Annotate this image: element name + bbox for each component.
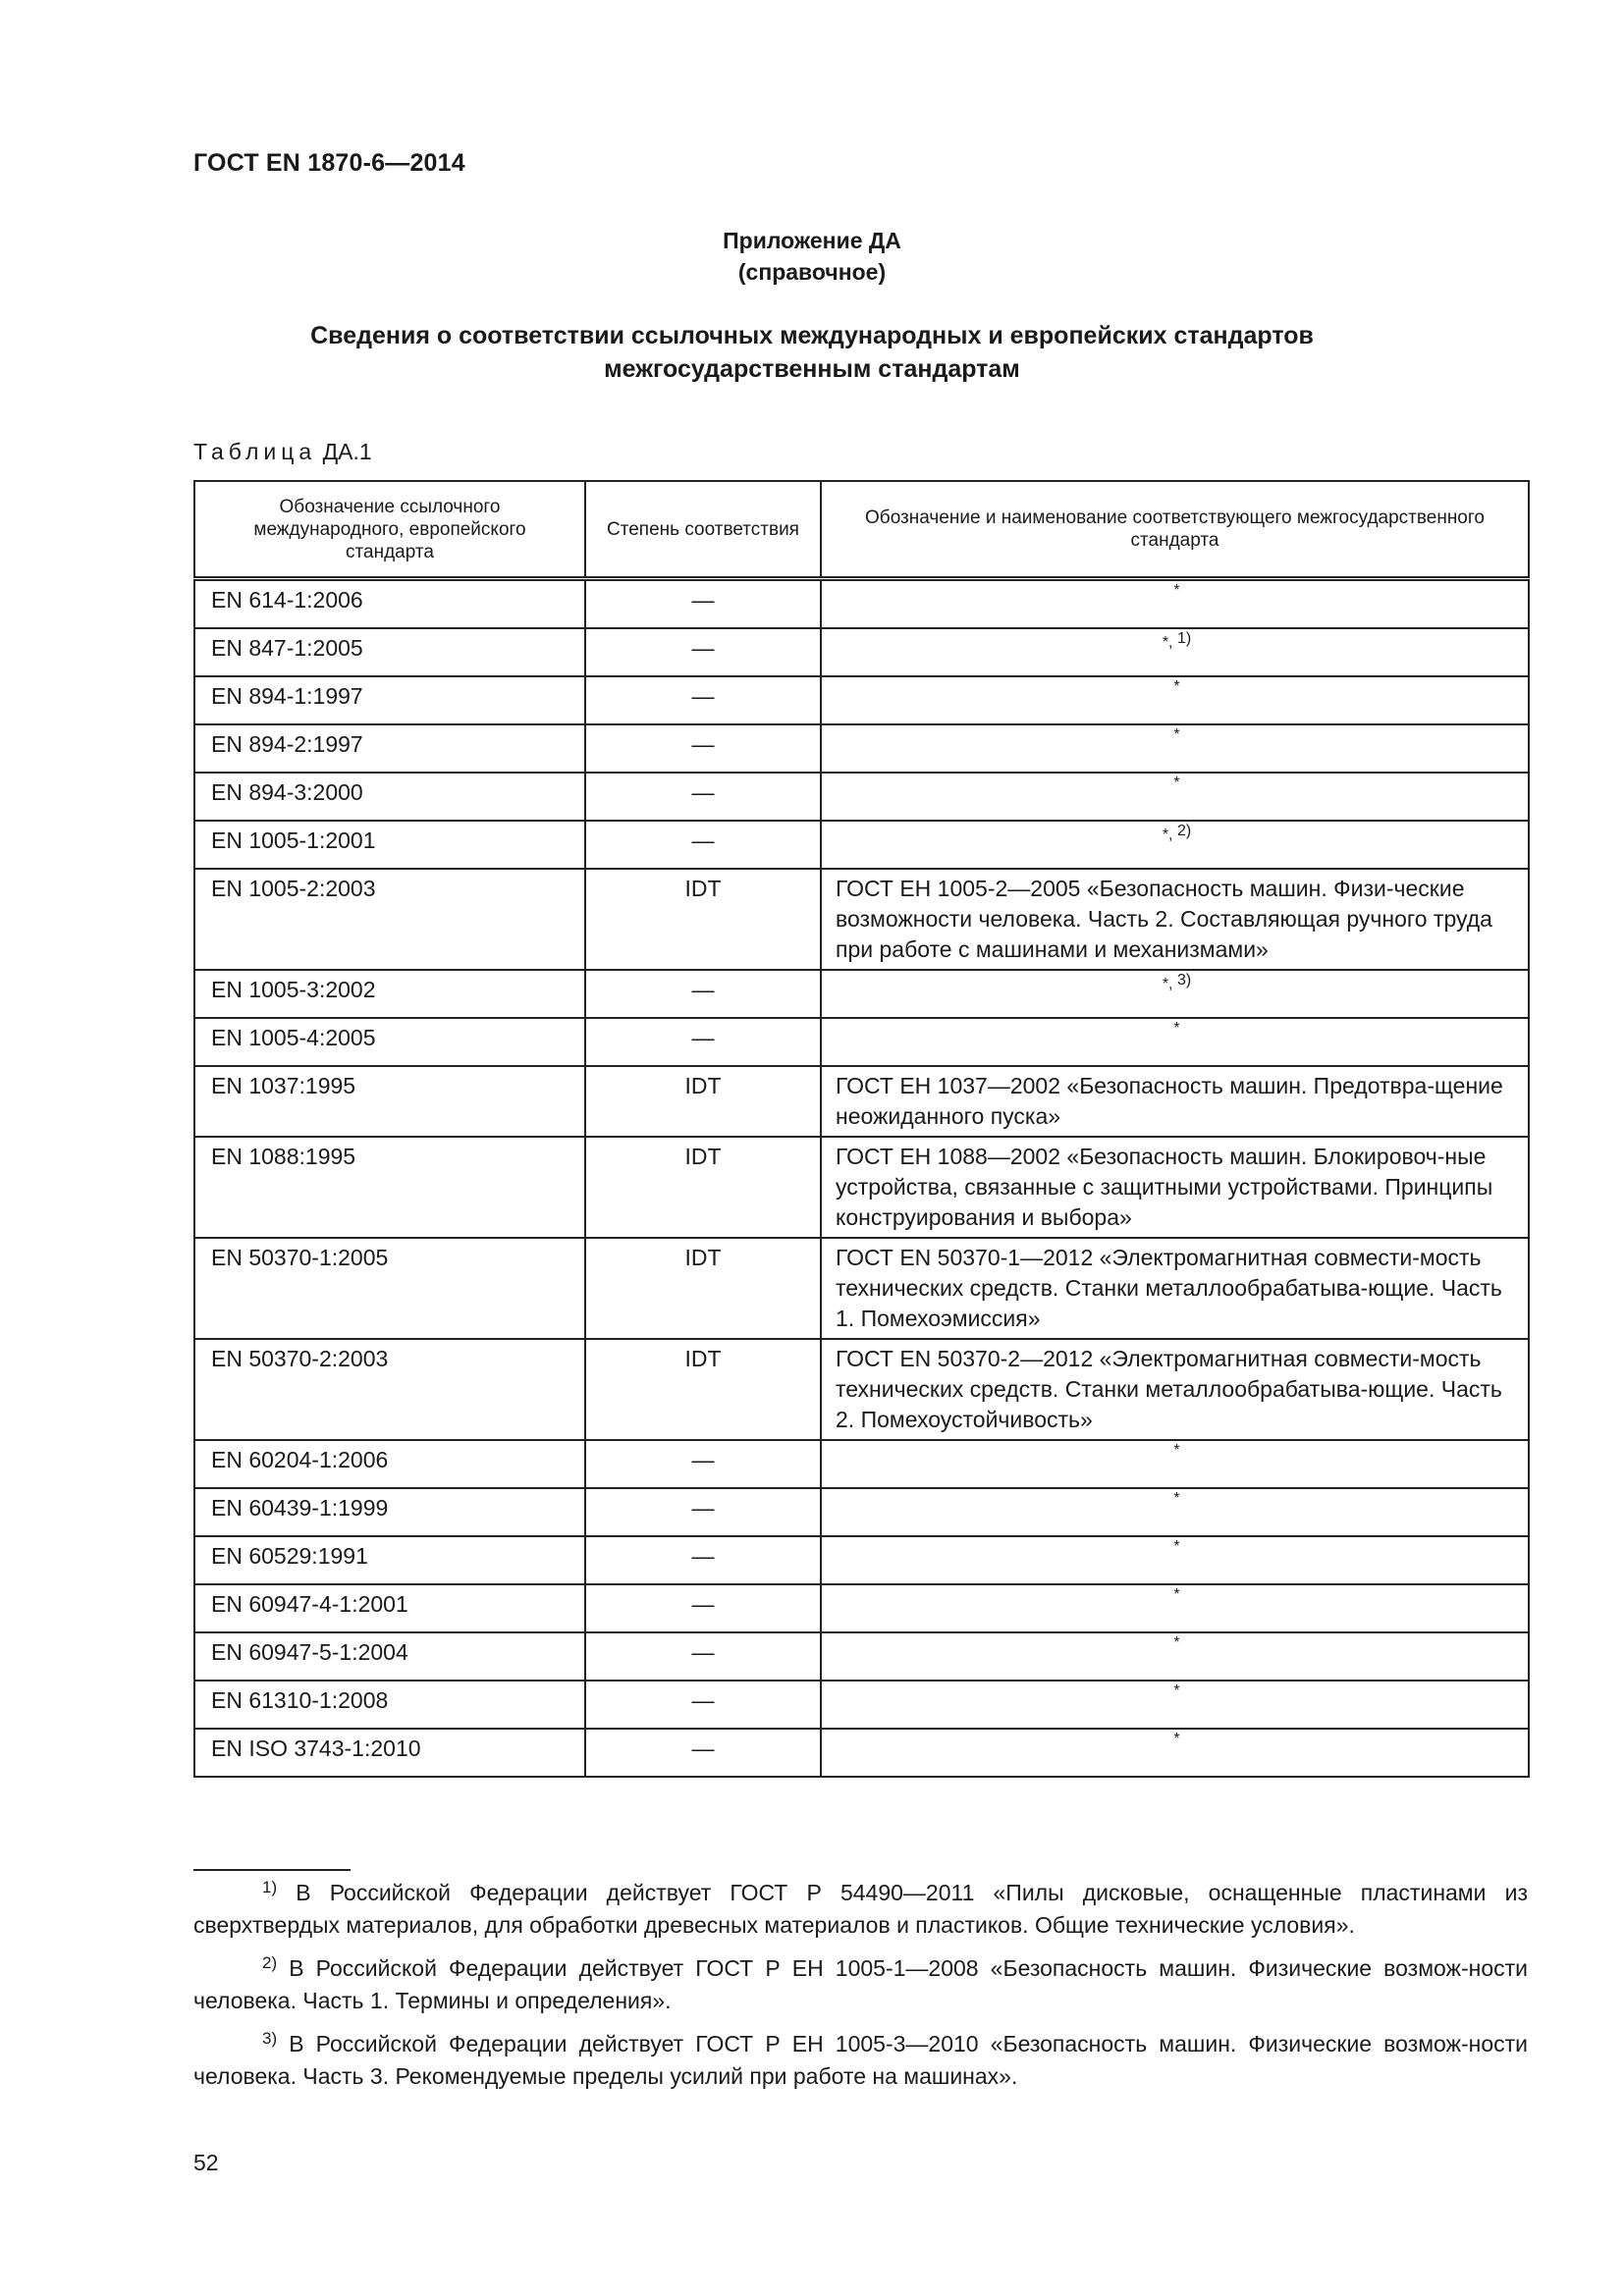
cell-reference-standard: EN 50370-1:2005 bbox=[194, 1238, 585, 1339]
cell-degree: — bbox=[585, 1729, 821, 1777]
cell-degree: — bbox=[585, 1440, 821, 1488]
cell-degree: — bbox=[585, 579, 821, 629]
cell-reference-standard: EN 60947-4-1:2001 bbox=[194, 1584, 585, 1632]
cell-degree: — bbox=[585, 628, 821, 676]
cell-interstate-standard bbox=[821, 1584, 1529, 1632]
cell-interstate-standard bbox=[821, 773, 1529, 821]
document-id: ГОСТ EN 1870-6—2014 bbox=[193, 149, 465, 177]
no-standard-mark bbox=[836, 1021, 1518, 1037]
cell-reference-standard: EN 1005-3:2002 bbox=[194, 970, 585, 1018]
table-row bbox=[194, 970, 1529, 1018]
footnote-number: 2) bbox=[262, 1953, 278, 1972]
cell-interstate-standard bbox=[821, 1238, 1529, 1339]
cell-reference-standard: EN 60204-1:2006 bbox=[194, 1440, 585, 1488]
table-caption-word: Таблица bbox=[193, 439, 317, 464]
cell-reference-standard: EN 894-1:1997 bbox=[194, 676, 585, 724]
table-row bbox=[194, 1584, 1529, 1632]
cell-reference-standard: EN 614-1:2006 bbox=[194, 579, 585, 629]
cell-reference-standard: EN 1005-1:2001 bbox=[194, 821, 585, 869]
interstate-standard-text: ГОСТ ЕН 1088—2002 «Безопасность машин. Блокировоч-ные устройства, связанные с защитными устройствами. Принципы конструирования и выбора» bbox=[836, 1144, 1493, 1230]
footnote-text: В Российской Федерации действует ГОСТ Р ЕН 1005-1—2008 «Безопасность машин. Физические возмож-ности человека. Часть 1. Термины и определения». bbox=[193, 1955, 1528, 2013]
cell-interstate-standard bbox=[821, 970, 1529, 1018]
cell-degree: — bbox=[585, 1018, 821, 1066]
no-standard-mark bbox=[836, 1539, 1518, 1555]
table-caption bbox=[193, 439, 372, 465]
table-caption-number: ДА.1 bbox=[322, 439, 372, 464]
no-standard-mark bbox=[836, 679, 1518, 695]
cell-interstate-standard bbox=[821, 628, 1529, 676]
cell-reference-standard: EN 894-3:2000 bbox=[194, 773, 585, 821]
header-interstate-standard: Обозначение и наименование соответствующего межгосударственного стандарта bbox=[821, 481, 1529, 579]
cell-reference-standard: EN 61310-1:2008 bbox=[194, 1681, 585, 1729]
interstate-standard-text: ГОСТ ЕН 1005-2—2005 «Безопасность машин. Физи-ческие возможности человека. Часть 2. Составляющая ручного труда при работе с машинами и механизмами» bbox=[836, 876, 1492, 962]
asterisk-mark: * bbox=[1173, 726, 1180, 743]
cell-degree: — bbox=[585, 970, 821, 1018]
cell-degree: — bbox=[585, 1536, 821, 1584]
cell-degree: IDT bbox=[585, 1066, 821, 1137]
asterisk-mark: * bbox=[1173, 1490, 1180, 1507]
asterisk-mark: * bbox=[1173, 678, 1180, 695]
cell-reference-standard: EN 60439-1:1999 bbox=[194, 1488, 585, 1536]
footnote-separator bbox=[193, 1869, 351, 1871]
asterisk-mark: *, bbox=[1162, 976, 1177, 992]
no-standard-mark bbox=[836, 1443, 1518, 1459]
cell-degree: — bbox=[585, 724, 821, 773]
table-row bbox=[194, 628, 1529, 676]
cell-interstate-standard bbox=[821, 1137, 1529, 1238]
asterisk-mark: * bbox=[1173, 582, 1180, 599]
asterisk-mark: *, bbox=[1162, 827, 1177, 843]
footnote bbox=[193, 1877, 1528, 1942]
table-row bbox=[194, 579, 1529, 629]
footnote bbox=[193, 2028, 1528, 2093]
page-number: 52 bbox=[193, 2150, 219, 2175]
footnote-reference: 3) bbox=[1176, 972, 1192, 988]
table-row bbox=[194, 1137, 1529, 1238]
interstate-standard-text: ГОСТ ЕН 1037—2002 «Безопасность машин. Предотвра-щение неожиданного пуска» bbox=[836, 1073, 1503, 1129]
no-standard-mark bbox=[836, 583, 1518, 599]
cell-interstate-standard bbox=[821, 1729, 1529, 1777]
cell-degree: IDT bbox=[585, 869, 821, 970]
table-row bbox=[194, 1238, 1529, 1339]
table-row bbox=[194, 1488, 1529, 1536]
footnotes bbox=[193, 1877, 1528, 2104]
cell-interstate-standard bbox=[821, 579, 1529, 629]
standards-table bbox=[193, 480, 1530, 1778]
interstate-standard-text: ГОСТ EN 50370-1—2012 «Электромагнитная совмести-мость технических средств. Станки металлообрабатыва-ющие. Часть 1. Помехоэмиссия» bbox=[836, 1245, 1502, 1331]
no-standard-mark bbox=[836, 824, 1518, 843]
no-standard-mark bbox=[836, 1732, 1518, 1747]
cell-reference-standard: EN 60947-5-1:2004 bbox=[194, 1632, 585, 1681]
cell-degree: — bbox=[585, 676, 821, 724]
cell-degree: — bbox=[585, 821, 821, 869]
appendix-title: Приложение ДА bbox=[723, 228, 901, 253]
cell-degree: — bbox=[585, 1584, 821, 1632]
cell-degree: — bbox=[585, 1681, 821, 1729]
cell-degree: IDT bbox=[585, 1339, 821, 1440]
section-title-line-2: межгосударственным стандартам bbox=[604, 355, 1020, 383]
asterisk-mark: * bbox=[1173, 1442, 1180, 1459]
header-degree-of-correspondence: Степень соответствия bbox=[585, 481, 821, 579]
footnote-text: В Российской Федерации действует ГОСТ Р ЕН 1005-3—2010 «Безопасность машин. Физические возмож-ности человека. Часть 3. Рекомендуемые пределы усилий при работе на машинах». bbox=[193, 2031, 1528, 2089]
no-standard-mark bbox=[836, 973, 1518, 992]
cell-reference-standard: EN 1005-4:2005 bbox=[194, 1018, 585, 1066]
header-reference-standard: Обозначение ссылочного международного, европейского стандарта bbox=[194, 481, 585, 579]
interstate-standard-text: ГОСТ EN 50370-2—2012 «Электромагнитная совмести-мость технических средств. Станки металлообрабатыва-ющие. Часть 2. Помехоустойчивость» bbox=[836, 1346, 1502, 1432]
cell-interstate-standard bbox=[821, 724, 1529, 773]
cell-degree: — bbox=[585, 1488, 821, 1536]
asterisk-mark: * bbox=[1173, 774, 1180, 791]
footnote-reference: 1) bbox=[1176, 630, 1192, 647]
footnote-reference: 2) bbox=[1176, 823, 1192, 839]
cell-reference-standard: EN 1088:1995 bbox=[194, 1137, 585, 1238]
table-row bbox=[194, 724, 1529, 773]
table-header-row bbox=[194, 481, 1529, 579]
footnote bbox=[193, 1952, 1528, 2017]
cell-reference-standard: EN 1005-2:2003 bbox=[194, 869, 585, 970]
no-standard-mark bbox=[836, 727, 1518, 743]
table-row bbox=[194, 1339, 1529, 1440]
footnote-number: 1) bbox=[262, 1878, 278, 1896]
asterisk-mark: * bbox=[1173, 1020, 1180, 1037]
cell-interstate-standard bbox=[821, 1536, 1529, 1584]
cell-interstate-standard bbox=[821, 869, 1529, 970]
table-row bbox=[194, 1536, 1529, 1584]
cell-interstate-standard bbox=[821, 1488, 1529, 1536]
table-row bbox=[194, 1018, 1529, 1066]
cell-degree: — bbox=[585, 1632, 821, 1681]
table-row bbox=[194, 1681, 1529, 1729]
cell-reference-standard: EN 60529:1991 bbox=[194, 1536, 585, 1584]
no-standard-mark bbox=[836, 1635, 1518, 1651]
asterisk-mark: *, bbox=[1162, 634, 1177, 651]
cell-degree: — bbox=[585, 773, 821, 821]
footnote-number: 3) bbox=[262, 2029, 278, 2048]
cell-reference-standard: EN ISO 3743-1:2010 bbox=[194, 1729, 585, 1777]
table-row bbox=[194, 1440, 1529, 1488]
cell-reference-standard: EN 894-2:1997 bbox=[194, 724, 585, 773]
asterisk-mark: * bbox=[1173, 1538, 1180, 1555]
cell-reference-standard: EN 847-1:2005 bbox=[194, 628, 585, 676]
no-standard-mark bbox=[836, 1587, 1518, 1603]
cell-interstate-standard bbox=[821, 1440, 1529, 1488]
cell-interstate-standard bbox=[821, 676, 1529, 724]
cell-reference-standard: EN 1037:1995 bbox=[194, 1066, 585, 1137]
no-standard-mark bbox=[836, 631, 1518, 651]
cell-interstate-standard bbox=[821, 821, 1529, 869]
no-standard-mark bbox=[836, 775, 1518, 791]
no-standard-mark bbox=[836, 1683, 1518, 1699]
asterisk-mark: * bbox=[1173, 1586, 1180, 1603]
section-title-line-1: Сведения о соответствии ссылочных международных и европейских стандартов bbox=[310, 322, 1314, 349]
table-row bbox=[194, 1729, 1529, 1777]
cell-interstate-standard bbox=[821, 1018, 1529, 1066]
asterisk-mark: * bbox=[1173, 1682, 1180, 1699]
cell-interstate-standard bbox=[821, 1066, 1529, 1137]
table-row bbox=[194, 676, 1529, 724]
appendix-subtitle: (справочное) bbox=[737, 259, 887, 285]
table-body bbox=[194, 579, 1529, 1778]
footnote-text: В Российской Федерации действует ГОСТ Р 54490—2011 «Пилы дисковые, оснащенные пластинами из сверхтвердых материалов, для обработки древесных материалов и пластиков. Общие технические условия». bbox=[193, 1880, 1528, 1938]
table-row bbox=[194, 869, 1529, 970]
asterisk-mark: * bbox=[1173, 1731, 1180, 1747]
table-row bbox=[194, 821, 1529, 869]
cell-degree: IDT bbox=[585, 1137, 821, 1238]
table-row bbox=[194, 773, 1529, 821]
table-row bbox=[194, 1066, 1529, 1137]
cell-interstate-standard bbox=[821, 1339, 1529, 1440]
cell-degree: IDT bbox=[585, 1238, 821, 1339]
cell-reference-standard: EN 50370-2:2003 bbox=[194, 1339, 585, 1440]
cell-interstate-standard bbox=[821, 1681, 1529, 1729]
cell-interstate-standard bbox=[821, 1632, 1529, 1681]
asterisk-mark: * bbox=[1173, 1634, 1180, 1651]
table-row bbox=[194, 1632, 1529, 1681]
no-standard-mark bbox=[836, 1491, 1518, 1507]
